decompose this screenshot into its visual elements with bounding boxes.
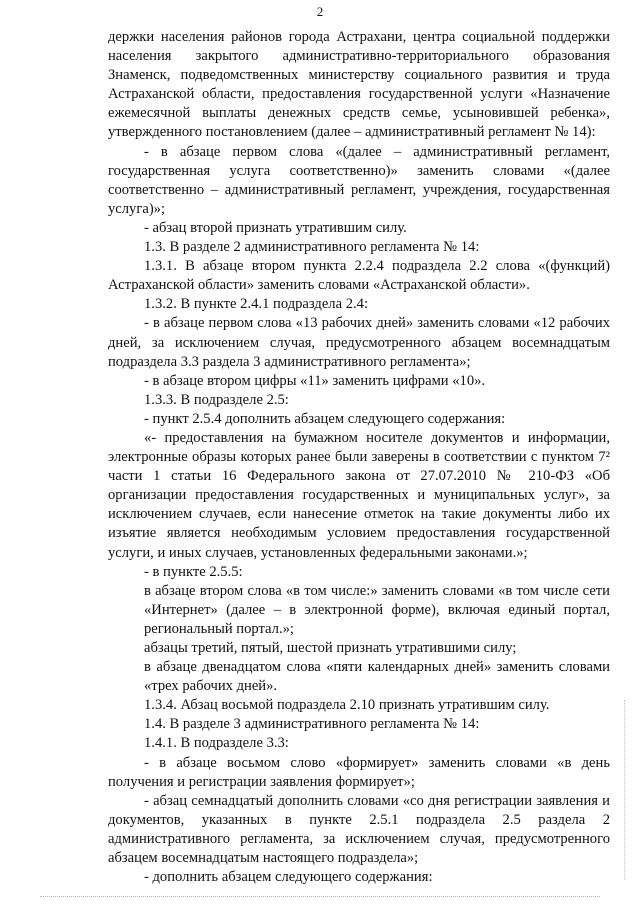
paragraph: - в пункте 2.5.5: [144, 563, 243, 580]
paragraph: 1.3.4. Абзац восьмой подраздела 2.10 признать утратившим силу. [144, 697, 550, 714]
paragraph: - в абзаце первом слова «13 рабочих дней» заменить словами «12 рабочих дней, за исключением случая, предусмотренного абзацем восемнадцатым подраздела 3.3 раздела 3 административного регламента»; [108, 315, 610, 370]
paragraph: 1.3. В разделе 2 административного регламента № 14: [144, 239, 480, 256]
paragraph: абзацы третий, пятый, шестой признать утратившими силу; [144, 640, 517, 656]
paragraph: - абзац семнадцатый дополнить словами «со дня регистрации заявления и документов, указанных в пункте 2.5.1 подраздела 2.5 раздела 2 административного регламента, за исключением случая, предусмотренного абзацем восемнадцатым настоящего подраздела»; [108, 792, 610, 867]
paragraph: 1.4.1. В подразделе 3.3: [144, 735, 289, 752]
paragraph: в абзаце двенадцатом слова «пяти календарных дней» заменить словами «трех рабочих дней». [144, 659, 610, 695]
paragraph: - в абзаце первом слова «(далее – административный регламент, государственная услуга соответственно)» заменить словами «(далее соответственно – административный регламент, учреждения, государственная услуга)»; [108, 143, 610, 217]
paragraph: - дополнить абзацем следующего содержания: [144, 869, 433, 886]
paragraph: - абзац второй признать утратившим силу. [144, 219, 407, 236]
document-body [108, 28, 610, 887]
paragraph: 1.4. В разделе 3 административного регламента № 14: [144, 716, 480, 733]
paragraph: «- предоставления на бумажном носителе документов и информации, электронные образы которых ранее были заверены в соответствии с пунктом 7² части 1 статьи 16 Федерального закона от 27.07.2010 № 210-ФЗ «Об организации предоставления государственных и муниципальных услуг», за исключением случаев, если нанесение отметок на такие документы либо их изъятие является необходимым условием предоставления государственной услуги, и иных случаев, установленных федеральными законами.»; [108, 429, 610, 561]
scan-edge-marks [624, 700, 626, 880]
paragraph: 1.3.2. В пункте 2.4.1 подраздела 2.4: [144, 296, 369, 313]
paragraph: в абзаце втором слова «в том числе:» заменить словами «в том числе сети «Интернет» (далее – в электронной форме), включая единый портал, региональный портал.»; [144, 582, 610, 637]
scan-bottom-edge [40, 896, 600, 898]
paragraph: 1.3.1. В абзаце втором пункта 2.2.4 подраздела 2.2 слова «(функций) Астраханской области» заменить словами «Астраханской области». [108, 258, 610, 294]
paragraph: - в абзаце втором цифры «11» заменить цифрами «10». [144, 372, 486, 389]
paragraph: держки населения районов города Астрахани, центра социальной поддержки населения закрытого административно-территориального образования Знаменск, подведомственных министерству социального развития и труда Астраханской области, предоставления государственной услуги «Назначение ежемесячной выплаты денежных средств семье, усыновившей ребенка», утвержденного постановлением (далее – административный регламент № 14): [108, 29, 610, 141]
paragraph: 1.3.3. В подразделе 2.5: [144, 391, 289, 408]
paragraph: - пункт 2.5.4 дополнить абзацем следующего содержания: [144, 410, 506, 427]
paragraph: - в абзаце восьмом слово «формирует» заменить словами «в день получения и регистрации заявления формирует»; [108, 754, 610, 790]
page-number: 2 [316, 4, 324, 19]
